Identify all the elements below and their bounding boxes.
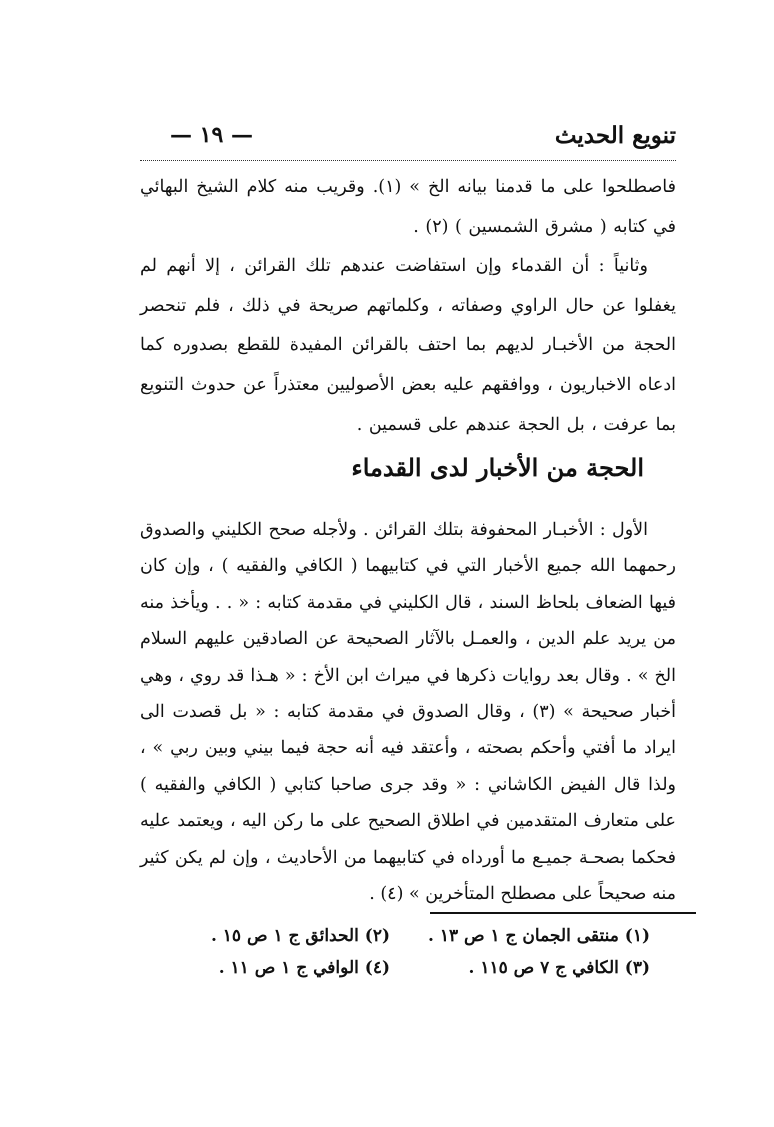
footnote-row — [150, 952, 650, 984]
page-number: — ١٩ — — [170, 122, 253, 148]
footnote-2: (٢) الحدائق ج ١ ص ١٥ . — [210, 926, 390, 946]
intro-paragraph-2: وثانياً : أن القدماء وإن استفاضت عندهم تلك القرائن ، إلا أنهم لم يغفلوا عن حال الراوي وصفاته ، وكلماتهم صريحة في ذلك ، فلم تنحصر الحجة من الأخبـار لديهم بما احتف بالقرائن المفيدة للقطع بصدوره كما ادعاه الاخباريون ، ووافقهم عليه بعض الأصوليين معتذراً عن حدوث التنويع بما عرفت ، بل الحجة عندهم على قسمين . — [140, 256, 676, 435]
footnote-divider — [430, 912, 696, 914]
running-title: تنويع الحديث — [554, 122, 676, 149]
section-heading: الحجة من الأخبار لدى القدماء — [351, 453, 644, 482]
footnote-4: (٤) الوافي ج ١ ص ١١ . — [218, 958, 390, 978]
footnotes — [150, 920, 650, 984]
section-paragraph: الأول : الأخبـار المحفوفة بتلك القرائن . ولأجله صحح الكليني والصدوق رحمهما الله جميع الأخبار التي في كتابيهما ( الكافي والفقيه ) ، وإن كان فيها الضعاف بلحاظ السند ، قال الكليني في مقدمة كتابه : « . . ويأخذ منه من يريد علم الدين ، والعمـل بالآثار الصحيحة عن الصادقين عليهم السلام الخ » . وقال بعد روايات ذكرها في ميراث ابن الأخ : « هـذا قد روي ، وهي أخبار صحيحة » (٣) ، وقال الصدوق في مقدمة كتابه : « بل قصدت الى ايراد ما أفتي وأحكم بصحته ، وأعتقد فيه أنه حجة فيما بيني وبين ربي » ، ولذا قال الفيض الكاشاني : « وقد جرى صاحبا كتابي ( الكافي والفقيه ) على متعارف المتقدمين في اطلاق الصحيح على ما ركن اليه ، ويعتمد عليه فحكما بصحـة جميـع ما أورداه في كتابيهما من الأحاديث ، وإن لم يكن كثير منه صحيحاً على مصطلح المتأخرين » (٤) . — [140, 520, 676, 905]
footnote-3: (٣) الكافي ج ٧ ص ١١٥ . — [468, 958, 650, 978]
intro-paragraph-1: فاصطلحوا على ما قدمنا بيانه الخ » (١). وقريب منه كلام الشيخ البهائي في كتابه ( مشرق الشمسين ) (٢) . — [140, 177, 677, 237]
footnote-row — [150, 920, 650, 952]
footnote-1: (١) منتقى الجمان ج ١ ص ١٣ . — [427, 926, 650, 946]
page-header — [140, 118, 676, 161]
intro-text — [140, 168, 676, 445]
section-text — [140, 512, 676, 912]
